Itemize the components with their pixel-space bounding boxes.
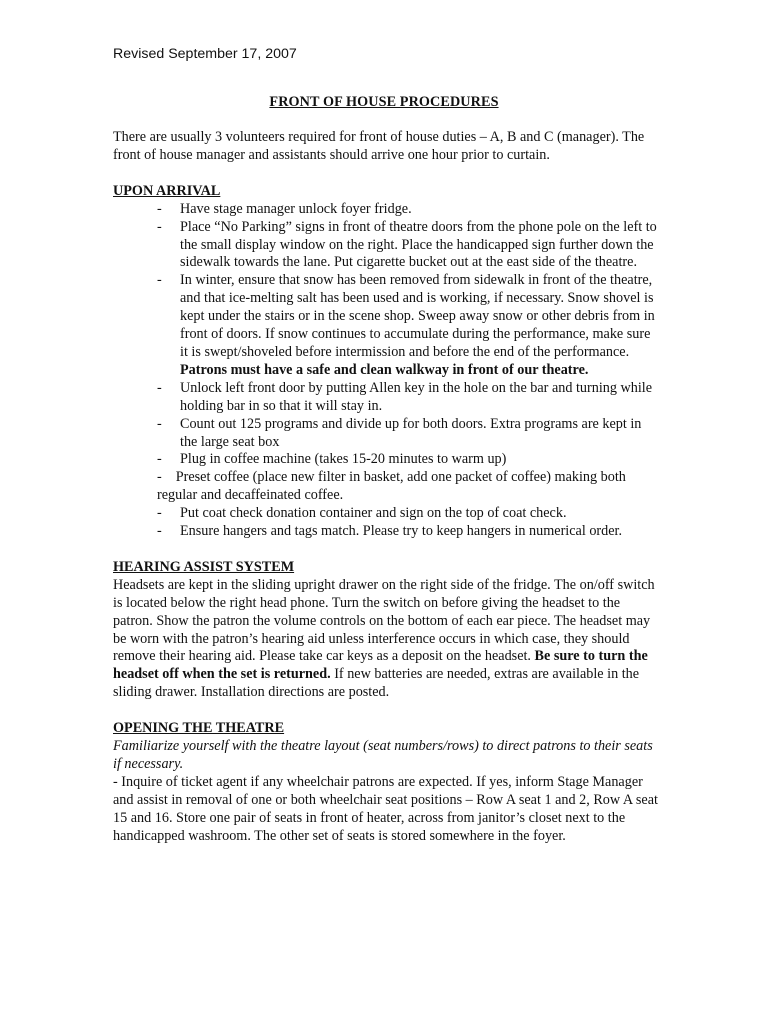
section-heading-opening: OPENING THE THEATRE <box>113 720 285 737</box>
list-item: - Plug in coffee machine (takes 15-20 minutes to warm up) <box>157 451 507 468</box>
hearing-assist-paragraph: Headsets are kept in the sliding upright drawer on the right side of the fridge. The on/off switch is located below the right head phone. Turn the switch on before giving the headset to the patron. Show the patron the volume controls on the bottom of each ear piece. The headset may be worn with the patron’s hearing aid unless interference occurs in which case, they should remove their hearing aid. Please take car keys as a deposit on the headset. Be sure to turn the headset off when the set is returned. If new batteries are needed, extras are available in the sliding drawer. Installation directions are posted. <box>113 576 655 701</box>
opening-paragraph: - Inquire of ticket agent if any wheelchair patrons are expected. If yes, inform Stage Manager and assist in removal of one or both wheelchair seat positions – Row A seat 1 and 2, Row A seat 15 and 16. Store one pair of seats in front of heater, across from janitor’s closet next to the handicapped washroom. The other set of seats is stored somewhere in the foyer. <box>113 773 658 844</box>
list-item: - Put coat check donation container and sign on the top of coat check. <box>157 505 567 522</box>
list-item: - Unlock left front door by putting Allen key in the hole on the bar and turning while holding bar in so that it will stay in. <box>157 379 653 414</box>
opening-instruction: Familiarize yourself with the theatre layout (seat numbers/rows) to direct patrons to their seats if necessary. <box>113 738 653 772</box>
list-item: - Count out 125 programs and divide up for both doors. Extra programs are kept in the large seat box <box>157 415 642 450</box>
document-body <box>113 129 661 846</box>
list-item: - Place “No Parking” signs in front of theatre doors from the phone pole on the left to the small display window on the right. Place the handicapped sign further down the sidewalk towards the lane. Put cigarette bucket out at the east side of the theatre. <box>157 218 657 271</box>
revision-date: Revised September 17, 2007 <box>113 46 297 62</box>
list-item: - In winter, ensure that snow has been removed from sidewalk in front of the theatre, and that ice-melting salt has been used and is working, if necessary. Snow shovel is kept under the stairs or in the scene shop. Sweep away snow or other debris from in front of doors. If snow continues to accumulate during the performance, make sure it is swept/shoveled before intermission and before the end of the performance. Patrons must have a safe and clean walkway in front of our theatre. <box>157 272 655 378</box>
section-heading-hearing-assist: HEARING ASSIST SYSTEM <box>113 558 295 575</box>
upon-arrival-list <box>113 201 661 541</box>
list-item: - Preset coffee (place new filter in basket, add one packet of coffee) making both regular and decaffeinated coffee. <box>157 469 626 504</box>
list-item: - Have stage manager unlock foyer fridge. <box>157 200 412 217</box>
document-title: FRONT OF HOUSE PROCEDURES <box>269 94 499 110</box>
headset-warning: Be sure to turn the headset off when the set is returned. <box>113 648 648 683</box>
list-item: - Ensure hangers and tags match. Please try to keep hangers in numerical order. <box>157 523 623 540</box>
safety-note: Patrons must have a safe and clean walkway in front of our theatre. <box>180 361 589 378</box>
intro-paragraph: There are usually 3 volunteers required for front of house duties – A, B and C (manager). The front of house manager and assistants should arrive one hour prior to curtain. <box>113 129 645 163</box>
section-heading-upon-arrival: UPON ARRIVAL <box>113 182 221 199</box>
